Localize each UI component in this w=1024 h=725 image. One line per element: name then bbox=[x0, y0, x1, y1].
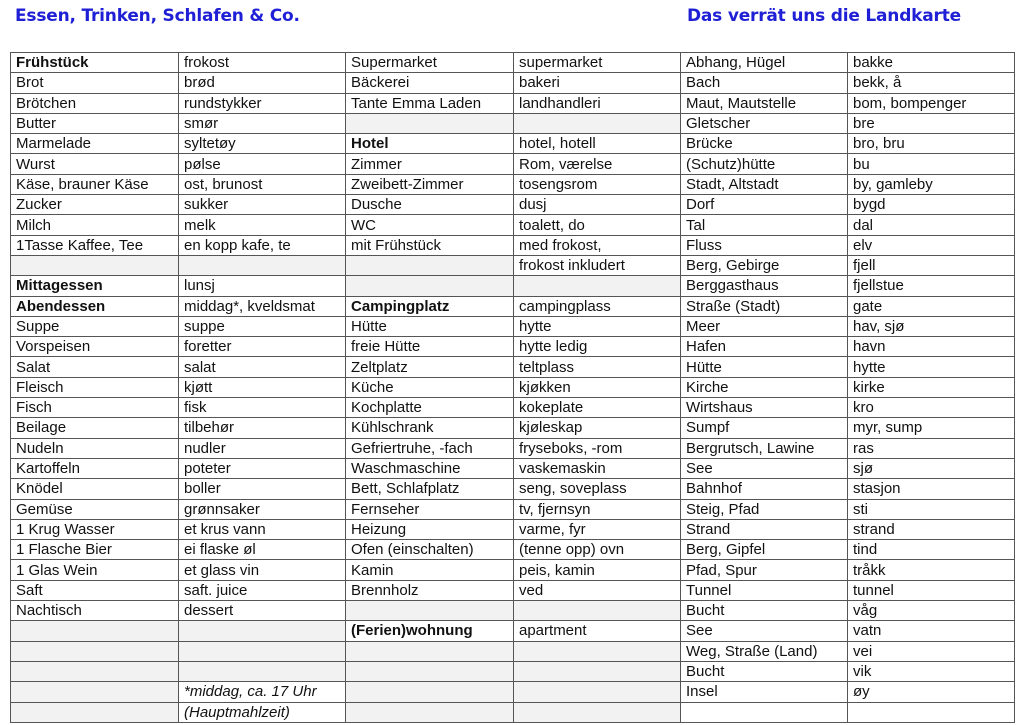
norwegian-lodging-cell bbox=[514, 682, 681, 702]
norwegian-food-cell: dessert bbox=[179, 601, 346, 621]
german-map-cell: Abhang, Hügel bbox=[681, 53, 848, 73]
norwegian-lodging-cell: teltplass bbox=[514, 357, 681, 377]
table-row bbox=[11, 134, 1015, 154]
norwegian-lodging-cell: supermarket bbox=[514, 53, 681, 73]
norwegian-map-cell bbox=[848, 702, 1015, 722]
norwegian-lodging-cell: Rom, værelse bbox=[514, 154, 681, 174]
norwegian-food-cell: lunsj bbox=[179, 276, 346, 296]
norwegian-map-cell: elv bbox=[848, 235, 1015, 255]
table-row bbox=[11, 438, 1015, 458]
german-food-cell: Frühstück bbox=[11, 53, 179, 73]
german-lodging-cell: Dusche bbox=[346, 195, 514, 215]
german-food-cell: Butter bbox=[11, 113, 179, 133]
german-food-cell: 1 Krug Wasser bbox=[11, 519, 179, 539]
german-lodging-cell: Gefriertruhe, -fach bbox=[346, 438, 514, 458]
norwegian-food-cell: foretter bbox=[179, 337, 346, 357]
german-map-cell: See bbox=[681, 458, 848, 478]
german-food-cell: 1 Glas Wein bbox=[11, 560, 179, 580]
german-food-cell bbox=[11, 702, 179, 722]
german-lodging-cell: Brennholz bbox=[346, 580, 514, 600]
norwegian-food-cell bbox=[179, 621, 346, 641]
norwegian-food-cell: smør bbox=[179, 113, 346, 133]
german-food-cell: Gemüse bbox=[11, 499, 179, 519]
german-map-cell: Kirche bbox=[681, 377, 848, 397]
norwegian-lodging-cell: campingplass bbox=[514, 296, 681, 316]
table-row bbox=[11, 661, 1015, 681]
german-map-cell: Hütte bbox=[681, 357, 848, 377]
table-row bbox=[11, 73, 1015, 93]
table-row bbox=[11, 296, 1015, 316]
table-row bbox=[11, 601, 1015, 621]
table-row bbox=[11, 418, 1015, 438]
norwegian-lodging-cell: hytte ledig bbox=[514, 337, 681, 357]
norwegian-map-cell: bro, bru bbox=[848, 134, 1015, 154]
german-food-cell bbox=[11, 255, 179, 275]
norwegian-food-cell: melk bbox=[179, 215, 346, 235]
norwegian-map-cell: bakke bbox=[848, 53, 1015, 73]
page-title-left: Essen, Trinken, Schlafen & Co. bbox=[15, 6, 300, 26]
german-map-cell: Dorf bbox=[681, 195, 848, 215]
german-food-cell: Kartoffeln bbox=[11, 458, 179, 478]
german-lodging-cell: Heizung bbox=[346, 519, 514, 539]
german-food-cell: Brot bbox=[11, 73, 179, 93]
norwegian-map-cell: vatn bbox=[848, 621, 1015, 641]
german-map-cell: Meer bbox=[681, 316, 848, 336]
table-row bbox=[11, 215, 1015, 235]
german-map-cell: Maut, Mautstelle bbox=[681, 93, 848, 113]
german-lodging-cell bbox=[346, 702, 514, 722]
norwegian-food-cell: brød bbox=[179, 73, 346, 93]
norwegian-lodging-cell bbox=[514, 661, 681, 681]
german-food-cell bbox=[11, 621, 179, 641]
norwegian-food-cell: suppe bbox=[179, 316, 346, 336]
norwegian-map-cell: hytte bbox=[848, 357, 1015, 377]
norwegian-map-cell: tråkk bbox=[848, 560, 1015, 580]
norwegian-lodging-cell: seng, soveplass bbox=[514, 479, 681, 499]
german-food-cell bbox=[11, 661, 179, 681]
german-lodging-cell: Bäckerei bbox=[346, 73, 514, 93]
german-lodging-cell bbox=[346, 276, 514, 296]
table-row bbox=[11, 519, 1015, 539]
norwegian-map-cell: vik bbox=[848, 661, 1015, 681]
german-food-cell: Zucker bbox=[11, 195, 179, 215]
german-food-cell: Wurst bbox=[11, 154, 179, 174]
german-map-cell: Berg, Gebirge bbox=[681, 255, 848, 275]
german-map-cell: Berggasthaus bbox=[681, 276, 848, 296]
german-food-cell: Beilage bbox=[11, 418, 179, 438]
german-lodging-cell: Hotel bbox=[346, 134, 514, 154]
german-food-cell: Brötchen bbox=[11, 93, 179, 113]
table-row bbox=[11, 235, 1015, 255]
norwegian-lodging-cell: ved bbox=[514, 580, 681, 600]
norwegian-food-cell: *middag, ca. 17 Uhr bbox=[179, 682, 346, 702]
german-lodging-cell bbox=[346, 641, 514, 661]
norwegian-food-cell: ost, brunost bbox=[179, 174, 346, 194]
german-food-cell bbox=[11, 641, 179, 661]
page-title-right: Das verrät uns die Landkarte bbox=[687, 6, 961, 26]
table-row bbox=[11, 53, 1015, 73]
german-food-cell: Marmelade bbox=[11, 134, 179, 154]
german-map-cell: Hafen bbox=[681, 337, 848, 357]
norwegian-map-cell: by, gamleby bbox=[848, 174, 1015, 194]
norwegian-map-cell: bekk, å bbox=[848, 73, 1015, 93]
norwegian-lodging-cell: landhandleri bbox=[514, 93, 681, 113]
norwegian-map-cell: kro bbox=[848, 398, 1015, 418]
german-lodging-cell: freie Hütte bbox=[346, 337, 514, 357]
norwegian-map-cell: vei bbox=[848, 641, 1015, 661]
norwegian-map-cell: tind bbox=[848, 540, 1015, 560]
norwegian-lodging-cell: kokeplate bbox=[514, 398, 681, 418]
german-map-cell: Bucht bbox=[681, 601, 848, 621]
norwegian-map-cell: sjø bbox=[848, 458, 1015, 478]
german-food-cell: Käse, brauner Käse bbox=[11, 174, 179, 194]
german-lodging-cell: Tante Emma Laden bbox=[346, 93, 514, 113]
german-food-cell: Abendessen bbox=[11, 296, 179, 316]
table-row bbox=[11, 174, 1015, 194]
norwegian-map-cell: havn bbox=[848, 337, 1015, 357]
norwegian-map-cell: tunnel bbox=[848, 580, 1015, 600]
german-map-cell: Sumpf bbox=[681, 418, 848, 438]
norwegian-lodging-cell: frokost inkludert bbox=[514, 255, 681, 275]
norwegian-lodging-cell bbox=[514, 113, 681, 133]
table-row bbox=[11, 580, 1015, 600]
table-row bbox=[11, 195, 1015, 215]
german-food-cell: Salat bbox=[11, 357, 179, 377]
norwegian-lodging-cell: hotel, hotell bbox=[514, 134, 681, 154]
german-map-cell bbox=[681, 702, 848, 722]
german-lodging-cell: Küche bbox=[346, 377, 514, 397]
norwegian-map-cell: fjell bbox=[848, 255, 1015, 275]
german-food-cell: Mittagessen bbox=[11, 276, 179, 296]
norwegian-food-cell: sukker bbox=[179, 195, 346, 215]
norwegian-lodging-cell: peis, kamin bbox=[514, 560, 681, 580]
norwegian-map-cell: sti bbox=[848, 499, 1015, 519]
german-lodging-cell bbox=[346, 601, 514, 621]
german-food-cell: Nachtisch bbox=[11, 601, 179, 621]
german-map-cell: Strand bbox=[681, 519, 848, 539]
norwegian-food-cell: et glass vin bbox=[179, 560, 346, 580]
table-row bbox=[11, 398, 1015, 418]
table-row bbox=[11, 499, 1015, 519]
table-row bbox=[11, 316, 1015, 336]
german-map-cell: Straße (Stadt) bbox=[681, 296, 848, 316]
norwegian-food-cell: boller bbox=[179, 479, 346, 499]
table-row bbox=[11, 560, 1015, 580]
norwegian-food-cell: syltetøy bbox=[179, 134, 346, 154]
table-row bbox=[11, 702, 1015, 722]
german-food-cell: Vorspeisen bbox=[11, 337, 179, 357]
norwegian-map-cell: stasjon bbox=[848, 479, 1015, 499]
norwegian-food-cell: middag*, kveldsmat bbox=[179, 296, 346, 316]
german-map-cell: Bahnhof bbox=[681, 479, 848, 499]
german-lodging-cell: Kühlschrank bbox=[346, 418, 514, 438]
german-food-cell: Milch bbox=[11, 215, 179, 235]
german-food-cell: 1 Flasche Bier bbox=[11, 540, 179, 560]
norwegian-map-cell: gate bbox=[848, 296, 1015, 316]
norwegian-lodging-cell: kjøleskap bbox=[514, 418, 681, 438]
german-lodging-cell: Supermarket bbox=[346, 53, 514, 73]
norwegian-food-cell: rundstykker bbox=[179, 93, 346, 113]
german-map-cell: Pfad, Spur bbox=[681, 560, 848, 580]
norwegian-lodging-cell bbox=[514, 641, 681, 661]
norwegian-map-cell: myr, sump bbox=[848, 418, 1015, 438]
german-map-cell: Wirtshaus bbox=[681, 398, 848, 418]
german-lodging-cell: Fernseher bbox=[346, 499, 514, 519]
german-map-cell: Fluss bbox=[681, 235, 848, 255]
norwegian-lodging-cell bbox=[514, 276, 681, 296]
norwegian-lodging-cell: toalett, do bbox=[514, 215, 681, 235]
german-map-cell: See bbox=[681, 621, 848, 641]
table-row bbox=[11, 682, 1015, 702]
norwegian-food-cell bbox=[179, 255, 346, 275]
norwegian-food-cell: saft. juice bbox=[179, 580, 346, 600]
norwegian-lodging-cell: fryseboks, -rom bbox=[514, 438, 681, 458]
table-row bbox=[11, 255, 1015, 275]
norwegian-map-cell: kirke bbox=[848, 377, 1015, 397]
norwegian-lodging-cell: (tenne opp) ovn bbox=[514, 540, 681, 560]
german-map-cell: (Schutz)hütte bbox=[681, 154, 848, 174]
norwegian-map-cell: øy bbox=[848, 682, 1015, 702]
norwegian-map-cell: dal bbox=[848, 215, 1015, 235]
norwegian-food-cell: (Hauptmahlzeit) bbox=[179, 702, 346, 722]
norwegian-food-cell: et krus vann bbox=[179, 519, 346, 539]
norwegian-map-cell: fjellstue bbox=[848, 276, 1015, 296]
norwegian-map-cell: våg bbox=[848, 601, 1015, 621]
vocabulary-table bbox=[10, 52, 1015, 723]
german-lodging-cell: Kochplatte bbox=[346, 398, 514, 418]
norwegian-lodging-cell: apartment bbox=[514, 621, 681, 641]
norwegian-lodging-cell: varme, fyr bbox=[514, 519, 681, 539]
norwegian-lodging-cell: vaskemaskin bbox=[514, 458, 681, 478]
norwegian-food-cell: frokost bbox=[179, 53, 346, 73]
table-row bbox=[11, 113, 1015, 133]
german-lodging-cell: Kamin bbox=[346, 560, 514, 580]
german-lodging-cell bbox=[346, 113, 514, 133]
german-map-cell: Weg, Straße (Land) bbox=[681, 641, 848, 661]
german-lodging-cell: Campingplatz bbox=[346, 296, 514, 316]
german-lodging-cell: Zweibett-Zimmer bbox=[346, 174, 514, 194]
german-map-cell: Gletscher bbox=[681, 113, 848, 133]
german-lodging-cell: Zimmer bbox=[346, 154, 514, 174]
norwegian-food-cell: fisk bbox=[179, 398, 346, 418]
german-lodging-cell bbox=[346, 682, 514, 702]
norwegian-lodging-cell bbox=[514, 702, 681, 722]
german-lodging-cell bbox=[346, 661, 514, 681]
norwegian-map-cell: bre bbox=[848, 113, 1015, 133]
german-lodging-cell: mit Frühstück bbox=[346, 235, 514, 255]
norwegian-lodging-cell: med frokost, bbox=[514, 235, 681, 255]
table-row bbox=[11, 154, 1015, 174]
german-lodging-cell: Zeltplatz bbox=[346, 357, 514, 377]
german-food-cell: Knödel bbox=[11, 479, 179, 499]
german-map-cell: Bach bbox=[681, 73, 848, 93]
german-food-cell: Saft bbox=[11, 580, 179, 600]
table-row bbox=[11, 540, 1015, 560]
norwegian-map-cell: bygd bbox=[848, 195, 1015, 215]
german-food-cell: Fleisch bbox=[11, 377, 179, 397]
german-map-cell: Bergrutsch, Lawine bbox=[681, 438, 848, 458]
german-food-cell: 1Tasse Kaffee, Tee bbox=[11, 235, 179, 255]
norwegian-map-cell: ras bbox=[848, 438, 1015, 458]
vocabulary-table-body bbox=[11, 53, 1015, 723]
norwegian-lodging-cell: dusj bbox=[514, 195, 681, 215]
norwegian-food-cell: poteter bbox=[179, 458, 346, 478]
norwegian-food-cell: nudler bbox=[179, 438, 346, 458]
norwegian-map-cell: hav, sjø bbox=[848, 316, 1015, 336]
norwegian-lodging-cell: tv, fjernsyn bbox=[514, 499, 681, 519]
norwegian-food-cell: ei flaske øl bbox=[179, 540, 346, 560]
german-map-cell: Tunnel bbox=[681, 580, 848, 600]
norwegian-food-cell: salat bbox=[179, 357, 346, 377]
norwegian-food-cell: grønnsaker bbox=[179, 499, 346, 519]
table-row bbox=[11, 357, 1015, 377]
norwegian-lodging-cell: bakeri bbox=[514, 73, 681, 93]
table-row bbox=[11, 337, 1015, 357]
norwegian-food-cell bbox=[179, 641, 346, 661]
german-map-cell: Bucht bbox=[681, 661, 848, 681]
norwegian-food-cell bbox=[179, 661, 346, 681]
table-row bbox=[11, 377, 1015, 397]
german-lodging-cell: Waschmaschine bbox=[346, 458, 514, 478]
norwegian-lodging-cell: hytte bbox=[514, 316, 681, 336]
german-lodging-cell: Hütte bbox=[346, 316, 514, 336]
table-row bbox=[11, 479, 1015, 499]
norwegian-map-cell: bu bbox=[848, 154, 1015, 174]
german-lodging-cell bbox=[346, 255, 514, 275]
german-lodging-cell: Bett, Schlafplatz bbox=[346, 479, 514, 499]
german-map-cell: Stadt, Altstadt bbox=[681, 174, 848, 194]
norwegian-food-cell: en kopp kafe, te bbox=[179, 235, 346, 255]
german-food-cell: Suppe bbox=[11, 316, 179, 336]
german-map-cell: Brücke bbox=[681, 134, 848, 154]
german-map-cell: Tal bbox=[681, 215, 848, 235]
table-row bbox=[11, 641, 1015, 661]
german-lodging-cell: Ofen (einschalten) bbox=[346, 540, 514, 560]
norwegian-map-cell: strand bbox=[848, 519, 1015, 539]
table-row bbox=[11, 276, 1015, 296]
norwegian-lodging-cell bbox=[514, 601, 681, 621]
table-row bbox=[11, 93, 1015, 113]
german-lodging-cell: (Ferien)wohnung bbox=[346, 621, 514, 641]
norwegian-lodging-cell: kjøkken bbox=[514, 377, 681, 397]
table-row bbox=[11, 621, 1015, 641]
german-map-cell: Insel bbox=[681, 682, 848, 702]
norwegian-food-cell: pølse bbox=[179, 154, 346, 174]
german-map-cell: Steig, Pfad bbox=[681, 499, 848, 519]
german-food-cell bbox=[11, 682, 179, 702]
german-map-cell: Berg, Gipfel bbox=[681, 540, 848, 560]
german-food-cell: Nudeln bbox=[11, 438, 179, 458]
german-food-cell: Fisch bbox=[11, 398, 179, 418]
german-lodging-cell: WC bbox=[346, 215, 514, 235]
norwegian-map-cell: bom, bompenger bbox=[848, 93, 1015, 113]
norwegian-lodging-cell: tosengsrom bbox=[514, 174, 681, 194]
norwegian-food-cell: tilbehør bbox=[179, 418, 346, 438]
table-row bbox=[11, 458, 1015, 478]
norwegian-food-cell: kjøtt bbox=[179, 377, 346, 397]
